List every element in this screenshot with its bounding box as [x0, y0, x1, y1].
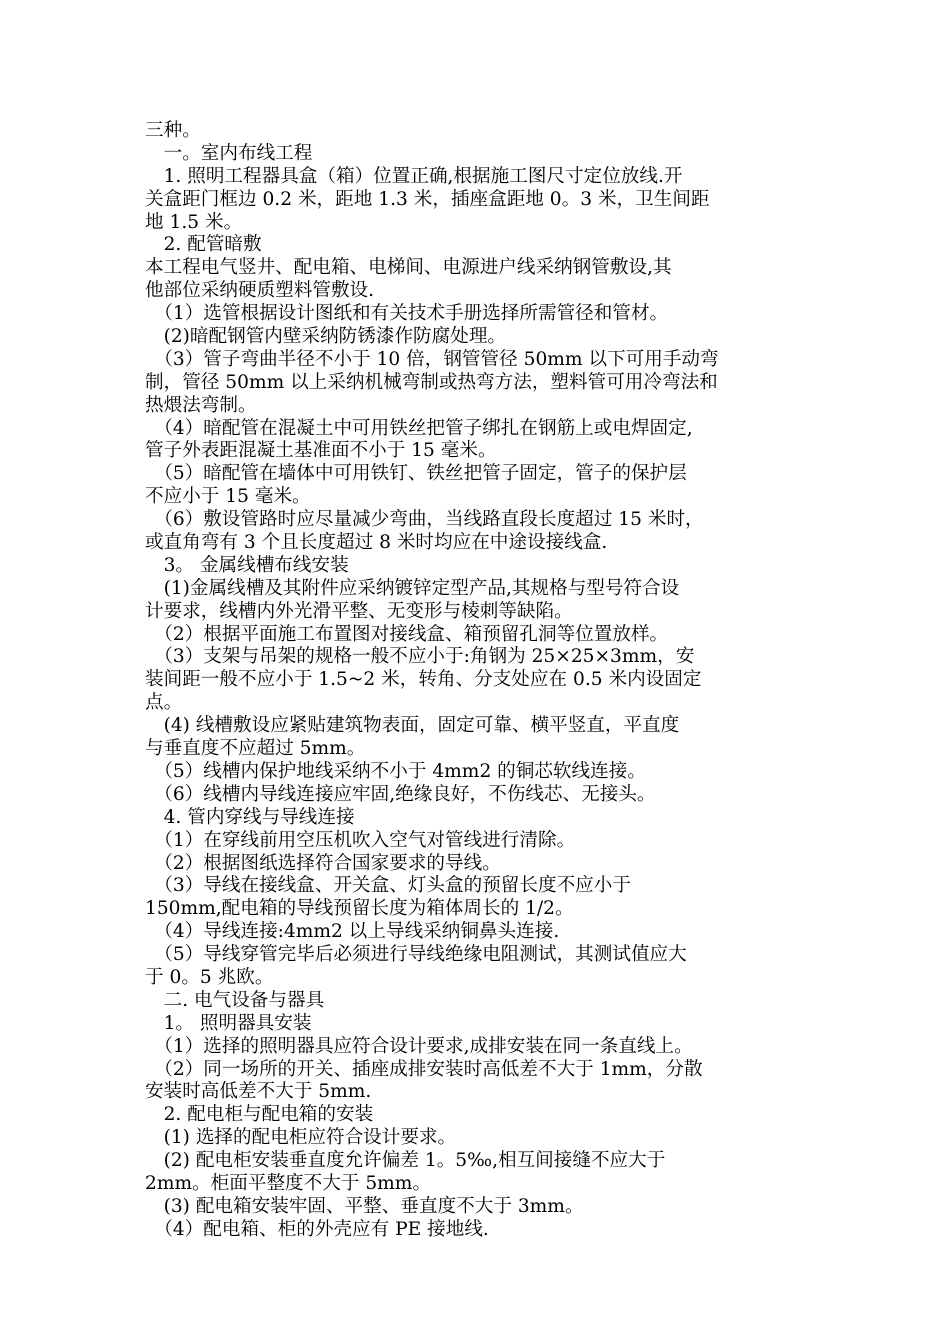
text-line: （6）敷设管路时应尽量减少弯曲，当线路直段长度超过 15 米时，	[145, 509, 704, 531]
text-line: 关盒距门框边 0.2 米，距地 1.3 米，插座盒距地 0。3 米，卫生间距	[145, 188, 710, 210]
text-line: (1) 选择的配电柜应符合设计要求。	[145, 1127, 457, 1149]
subsection-heading: 4. 管内穿线与导线连接	[145, 806, 355, 828]
text-line: （2）根据平面施工布置图对接线盒、箱预留孔洞等位置放样。	[145, 623, 669, 645]
text-line: 1. 照明工程器具盒（箱）位置正确,根据施工图尺寸定位放线.开	[145, 165, 683, 187]
text-line: 于 0。5 兆欧。	[145, 966, 274, 988]
text-line: 2mm。柜面平整度不大于 5mm。	[145, 1172, 432, 1194]
text-line: （4）暗配管在混凝土中可用铁丝把管子绑扎在钢筋上或电焊固定,	[145, 417, 693, 439]
text-line: 管子外表距混凝土基准面不小于 15 毫米。	[145, 440, 497, 462]
text-line: （6）线槽内导线连接应牢固,绝缘良好，不伤线芯、无接头。	[145, 783, 656, 805]
text-line: （3）导线在接线盒、开关盒、灯头盒的预留长度不应小于	[145, 875, 631, 897]
text-line: (3) 配电箱安装牢固、平整、垂直度不大于 3mm。	[145, 1195, 584, 1217]
text-line: 不应小于 15 毫米。	[145, 486, 311, 508]
section-heading: 二. 电气设备与器具	[145, 989, 325, 1011]
text-line: 安装时高低差不大于 5mm.	[145, 1081, 372, 1103]
text-line: 与垂直度不应超过 5mm。	[145, 738, 366, 760]
section-heading: 一。室内布线工程	[145, 142, 313, 164]
text-line: （1）选管根据设计图纸和有关技术手册选择所需管径和管材。	[145, 303, 669, 325]
subsection-heading: 2. 配管暗敷	[145, 234, 262, 256]
text-line: 计要求，线槽内外光滑平整、无变形与棱刺等缺陷。	[145, 600, 573, 622]
text-line: 或直角弯有 3 个且长度超过 8 米时均应在中途设接线盒.	[145, 532, 608, 554]
text-line: (2) 配电柜安装垂直度允许偏差 1。5‰,相互间接缝不应大于	[145, 1150, 666, 1172]
subsection-heading: 3。 金属线槽布线安装	[145, 554, 349, 576]
text-line: 点。	[145, 692, 183, 714]
text-line: 热煨法弯制。	[145, 394, 257, 416]
document-body	[145, 120, 815, 1242]
text-line: (1)金属线槽及其附件应采纳镀锌定型产品,其规格与型号符合设	[145, 577, 680, 599]
text-line: (4) 线槽敷设应紧贴建筑物表面，固定可靠、横平竖直，平直度	[145, 715, 680, 737]
text-line: 地 1.5 米。	[145, 211, 243, 233]
text-line: (2)暗配钢管内壁采纳防锈漆作防腐处理。	[145, 326, 507, 348]
text-line: （4）导线连接:4mm2 以上导线采纳铜鼻头连接.	[145, 921, 560, 943]
text-line: 制，管径 50mm 以上采纳机械弯制或热弯方法，塑料管可用冷弯法和	[145, 371, 718, 393]
text-line: （5）导线穿管完毕后必须进行导线绝缘电阻测试，其测试值应大	[145, 944, 687, 966]
text-line: （2）同一场所的开关、插座成排安装时高低差不大于 1mm，分散	[145, 1058, 703, 1080]
subsection-heading: 1。 照明器具安装	[145, 1012, 312, 1034]
text-line: （3）支架与吊架的规格一般不应小于:角钢为 25×25×3mm，安	[145, 646, 695, 668]
text-line: （1）在穿线前用空压机吹入空气对管线进行清除。	[145, 829, 576, 851]
text-line: （1）选择的照明器具应符合设计要求,成排安装在同一条直线上。	[145, 1035, 693, 1057]
text-line: （2）根据图纸选择符合国家要求的导线。	[145, 852, 501, 874]
subsection-heading: 2. 配电柜与配电箱的安装	[145, 1104, 374, 1126]
text-line: （5）线槽内保护地线采纳不小于 4mm2 的铜芯软线连接。	[145, 760, 646, 782]
text-line: 三种。	[145, 120, 201, 141]
text-line: 装间距一般不应小于 1.5~2 米，转角、分支处应在 0.5 米内设固定	[145, 669, 702, 691]
text-line: （3）管子弯曲半径不小于 10 倍，钢管管径 50mm 以下可用手动弯	[145, 348, 719, 370]
text-line: 150mm,配电箱的导线预留长度为箱体周长的 1/2。	[145, 898, 574, 920]
text-line: （4）配电箱、柜的外壳应有 PE 接地线.	[145, 1218, 489, 1240]
text-line: 本工程电气竖井、配电箱、电梯间、电源进户线采纳钢管敷设,其	[145, 257, 672, 279]
text-line: 他部位采纳硬质塑料管敷设.	[145, 280, 375, 302]
text-line: （5）暗配管在墙体中可用铁钉、铁丝把管子固定，管子的保护层	[145, 463, 687, 485]
